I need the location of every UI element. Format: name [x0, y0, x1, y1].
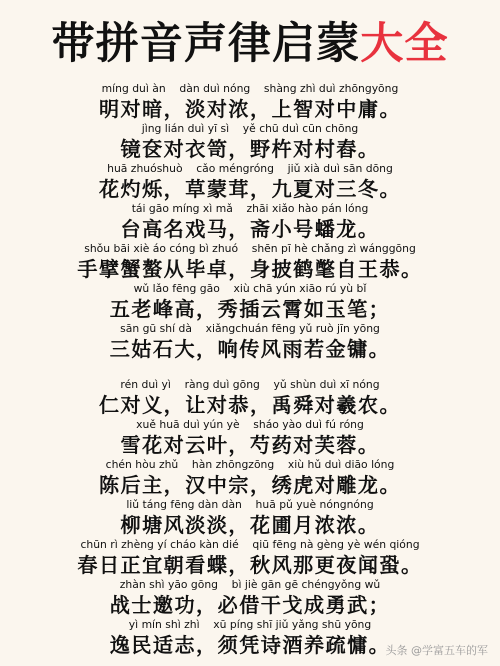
hanzi-line: 五老峰高，秀插云霄如玉笔； [109, 297, 391, 321]
page-title [0, 16, 500, 72]
pinyin-line: míng duì àn dàn duì nóng shàng zhì duì zhōngyōng [101, 82, 399, 95]
hanzi-line: 镜奁对衣笥，野杵对村舂。 [120, 137, 380, 161]
verse-line [0, 242, 500, 282]
pinyin-line: tái gāo míng xì mǎ zhāi xiǎo hào pán lóng [131, 202, 369, 215]
title-main: 带拼音声律启蒙 [51, 19, 361, 69]
watermark: 头条 @学富五车的军 [385, 644, 488, 657]
pinyin-line: zhàn shì yāo gōng bì jiè gān gē chéngyǒng wǔ [119, 578, 381, 591]
verse-line [0, 202, 500, 242]
verse-line [0, 498, 500, 538]
hanzi-line: 战士邀功，必借干戈成勇武； [109, 593, 391, 617]
pinyin-line: shǒu bāi xiè áo cóng bì zhuó shēn pī hè chǎng zì wánggōng [84, 242, 416, 255]
verse-line [0, 162, 500, 202]
verse-line [0, 458, 500, 498]
hanzi-line: 台高名戏马，斋小号蟠龙。 [120, 217, 380, 241]
pinyin-line: xuě huā duì yún yè sháo yào duì fú róng [136, 418, 364, 431]
hanzi-line: 仁对义，让对恭，禹舜对羲农。 [98, 393, 402, 417]
verse-line [0, 122, 500, 162]
hanzi-line: 春日正宜朝看蝶，秋风那更夜闻蛩。 [77, 553, 423, 577]
hanzi-line: 陈后主，汉中宗，绣虎对雕龙。 [98, 473, 402, 497]
pinyin-line: yì mín shì zhì xū píng shī jiǔ yǎng shū yōng [128, 618, 372, 631]
pinyin-line: chén hòu zhǔ hàn zhōngzōng xiù hǔ duì diāo lóng [105, 458, 395, 471]
verse-line [0, 282, 500, 322]
pinyin-line: liǔ táng fēng dàn dàn huā pǔ yuè nóngnóng [126, 498, 374, 511]
hanzi-line: 手擘蟹螯从毕卓，身披鹤氅自王恭。 [77, 257, 423, 281]
pinyin-line: chūn rì zhèng yí cháo kàn dié qiū fēng nà gèng yè wén qióng [80, 538, 420, 551]
hanzi-line: 逸民适志，须凭诗酒养疏慵。 [109, 633, 391, 657]
pinyin-line: jìng lián duì yī sì yě chū duì cūn chōng [141, 122, 359, 135]
pinyin-line: wǔ lǎo fēng gāo xiù chā yún xiāo rú yù bǐ [133, 282, 367, 295]
verse-line [0, 82, 500, 122]
pinyin-line: sān gū shí dà xiǎngchuán fēng yǔ ruò jīn yōng [120, 322, 380, 335]
poem-section-2 [0, 378, 500, 658]
hanzi-line: 雪花对云叶，芍药对芙蓉。 [120, 433, 380, 457]
title-accent: 大全 [360, 19, 449, 69]
poem-section-1 [0, 82, 500, 362]
verse-line [0, 538, 500, 578]
hanzi-line: 柳塘风淡淡，花圃月浓浓。 [120, 513, 380, 537]
verse-line [0, 378, 500, 418]
pinyin-line: rén duì yì ràng duì gōng yǔ shùn duì xī nóng [120, 378, 380, 391]
pinyin-line: huā zhuóshuò cǎo méngróng jiǔ xià duì sān dōng [107, 162, 393, 175]
verse-line [0, 322, 500, 362]
verse-line [0, 418, 500, 458]
verse-line [0, 578, 500, 618]
hanzi-line: 花灼烁，草蒙茸，九夏对三冬。 [98, 177, 402, 201]
hanzi-line: 明对暗，淡对浓，上智对中庸。 [98, 97, 402, 121]
hanzi-line: 三姑石大，响传风雨若金镛。 [109, 337, 391, 361]
